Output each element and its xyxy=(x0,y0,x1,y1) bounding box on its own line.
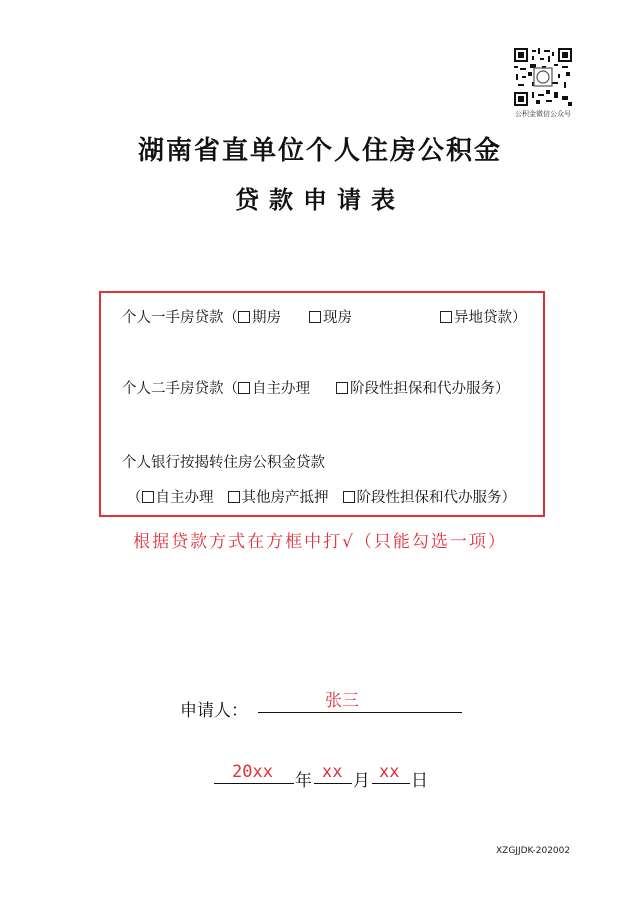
date-year-label: 年 xyxy=(295,771,312,791)
checkbox-option-bank-danbao[interactable]: 阶段性担保和代办服务 xyxy=(343,486,502,507)
checkbox-icon[interactable] xyxy=(336,382,348,394)
form-code: XZGJJDK-202002 xyxy=(496,846,571,856)
page-title: 湖南省直单位个人住房公积金 xyxy=(137,136,502,166)
checkbox-icon[interactable] xyxy=(238,311,250,323)
checkbox-icon[interactable] xyxy=(309,311,321,323)
bank-transfer-row: （ 自主办理 其他房产抵押 阶段性担保和代办服务） xyxy=(127,486,516,507)
instruction-note: 根据贷款方式在方框中打√（只能勾选一项） xyxy=(133,532,507,552)
checkbox-icon[interactable] xyxy=(228,491,240,503)
checkbox-option-diya[interactable]: 其他房产抵押 xyxy=(228,486,329,507)
page-subtitle: 贷款申请表 xyxy=(235,185,405,214)
checkbox-option-xianfang[interactable]: 现房 xyxy=(309,306,352,327)
date-day-label: 日 xyxy=(411,771,428,791)
checkbox-option-yidi[interactable]: 异地贷款 xyxy=(440,306,512,327)
checkbox-option-bank-zizhu[interactable]: 自主办理 xyxy=(142,486,214,507)
qr-caption: 公积金微信公众号 xyxy=(515,110,571,118)
date-year-value[interactable]: 20xx xyxy=(232,762,273,782)
first-hand-loan-row: 个人一手房贷款（ 期房 现房 异地贷款） xyxy=(122,306,527,327)
qr-code-icon xyxy=(514,48,572,106)
date-month-label: 月 xyxy=(353,771,370,791)
checkbox-option-qifang[interactable]: 期房 xyxy=(238,306,281,327)
checkbox-icon[interactable] xyxy=(142,491,154,503)
date-year-line xyxy=(214,783,294,784)
second-hand-label: 个人二手房贷款（ xyxy=(122,381,238,397)
applicant-name[interactable]: 张三 xyxy=(325,691,359,711)
checkbox-option-zizhu[interactable]: 自主办理 xyxy=(238,377,310,398)
date-month-value[interactable]: xx xyxy=(322,762,343,782)
date-day-line xyxy=(372,783,410,784)
first-hand-label: 个人一手房贷款（ xyxy=(122,310,238,326)
checkbox-icon[interactable] xyxy=(238,382,250,394)
applicant-label: 申请人： xyxy=(180,701,248,721)
date-day-value[interactable]: xx xyxy=(379,762,400,782)
bank-transfer-label: 个人银行按揭转住房公积金贷款 xyxy=(122,455,325,471)
checkbox-icon[interactable] xyxy=(343,491,355,503)
applicant-line xyxy=(258,712,462,713)
date-month-line xyxy=(314,783,352,784)
checkbox-icon[interactable] xyxy=(440,311,452,323)
second-hand-loan-row: 个人二手房贷款（ 自主办理 阶段性担保和代办服务） xyxy=(122,377,510,398)
checkbox-option-danbao[interactable]: 阶段性担保和代办服务 xyxy=(336,377,495,398)
